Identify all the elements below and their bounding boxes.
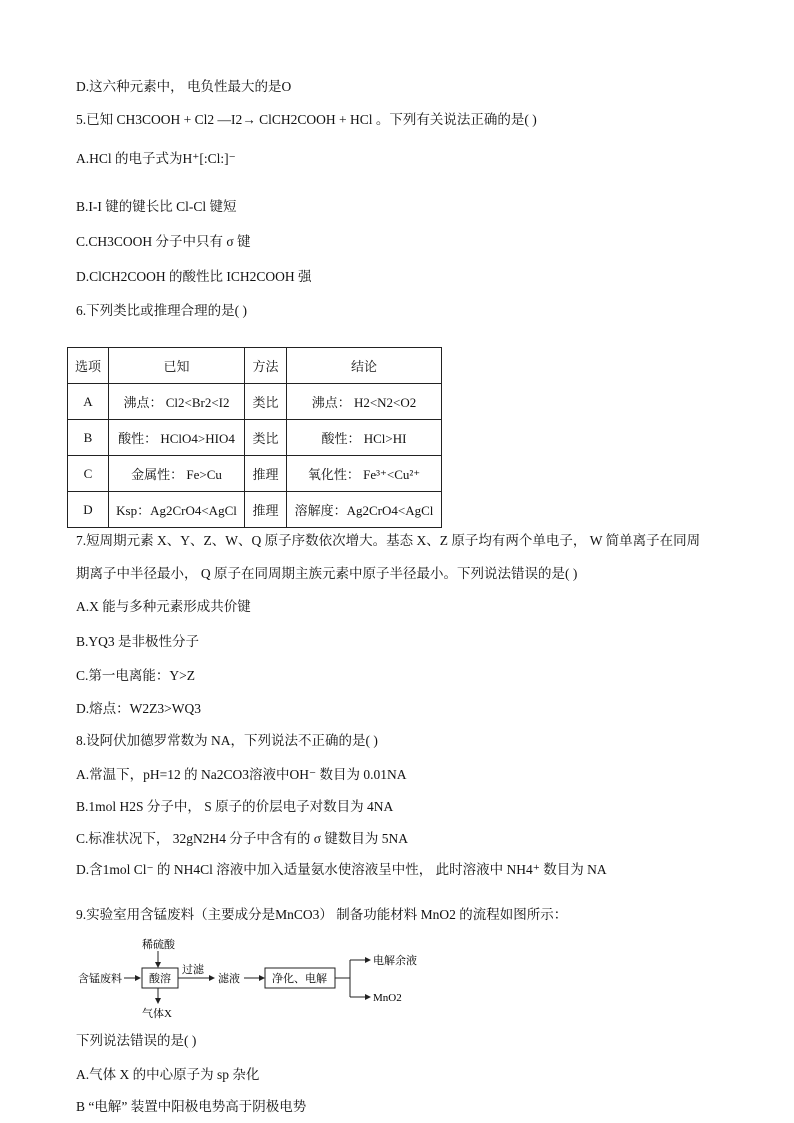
flow-out2: MnO2	[373, 992, 402, 1004]
table-cell: 酸性： HClO4>HIO4	[109, 420, 245, 456]
flow-step2: 净化、电解	[272, 973, 327, 985]
table-cell: A	[68, 384, 109, 420]
q8-option-d: D.含1mol Cl⁻ 的 NH4Cl 溶液中加入适量氨水使溶液呈中性， 此时溶液中 NH4⁺ 数目为 NA	[76, 862, 607, 877]
q7-option-c: C.第一电离能：Y>Z	[76, 668, 195, 683]
table-header: 方法	[245, 348, 287, 384]
question-7-line2: 期离子中半径最小， Q 原子在同周期主族元素中原子半径最小。下列说法错误的是( )	[76, 566, 578, 581]
table-cell: 酸性： HCl>HI	[287, 420, 442, 456]
q7-option-d: D.熔点：W2Z3>WQ3	[76, 701, 201, 716]
q7-option-b: B.YQ3 是非极性分子	[76, 634, 200, 649]
q8-option-b: B.1mol H2S 分子中， S 原子的价层电子对数目为 4NA	[76, 799, 394, 814]
q9-option-b: B “电解” 装置中阳极电势高于阴极电势	[76, 1099, 307, 1114]
flow-step1: 酸溶	[149, 973, 171, 985]
q5-option-c: C.CH3COOH 分子中只有 σ 键	[76, 234, 251, 249]
question-7-line1: 7.短周期元素 X、Y、Z、W、Q 原子序数依次增大。基态 X、Z 原子均有两个单电子， W 简单离子在同周	[76, 533, 701, 548]
question-5: 5.已知 CH3COOH + Cl2 —I2→ ClCH2COOH + HCl 。下列有关说法正确的是( )	[76, 112, 537, 127]
table-cell: 氧化性： Fe³⁺<Cu²⁺	[287, 456, 442, 492]
q5-option-b: B.I-I 键的键长比 Cl-Cl 键短	[76, 199, 237, 214]
table-row	[68, 456, 442, 492]
table-header: 结论	[287, 348, 442, 384]
q5-option-a: A.HCl 的电子式为H⁺[:Cl:]⁻	[76, 151, 236, 166]
table-cell: C	[68, 456, 109, 492]
table-cell: 溶解度：Ag2CrO4<AgCl	[287, 492, 442, 528]
table-row	[68, 492, 442, 528]
table-row	[68, 420, 442, 456]
flow-filtrate: 滤液	[218, 973, 240, 985]
q7-option-a: A.X 能与多种元素形成共价键	[76, 599, 251, 614]
table-cell: 沸点： H2<N2<O2	[287, 384, 442, 420]
table-cell: B	[68, 420, 109, 456]
table-cell: 类比	[245, 384, 287, 420]
q9-option-a: A.气体 X 的中心原子为 sp 杂化	[76, 1067, 260, 1082]
flow-gas: 气体X	[142, 1008, 172, 1020]
table-cell: Ksp：Ag2CrO4<AgCl	[109, 492, 245, 528]
table-cell: D	[68, 492, 109, 528]
table-cell: 推理	[245, 456, 287, 492]
flow-filter: 过滤	[182, 964, 204, 976]
option-d-prev: D.这六种元素中， 电负性最大的是O	[76, 79, 292, 94]
q5-option-d: D.ClCH2COOH 的酸性比 ICH2COOH 强	[76, 269, 312, 284]
table-cell: 类比	[245, 420, 287, 456]
q8-option-a: A.常温下，pH=12 的 Na2CO3溶液中OH⁻ 数目为 0.01NA	[76, 767, 407, 782]
table-header-row	[68, 348, 442, 384]
table-cell: 推理	[245, 492, 287, 528]
comparison-table	[67, 347, 442, 528]
process-flow-diagram	[78, 935, 438, 1027]
q8-option-c: C.标准状况下， 32gN2H4 分子中含有的 σ 键数目为 5NA	[76, 831, 409, 846]
question-9: 9.实验室用含锰废料（主要成分是MnCO3） 制备功能材料 MnO2 的流程如图所示：	[76, 907, 568, 922]
table-header: 已知	[109, 348, 245, 384]
flow-reagent: 稀硫酸	[142, 939, 175, 951]
flow-out1: 电解余液	[373, 955, 417, 967]
q9-stem: 下列说法错误的是( )	[76, 1033, 197, 1048]
table-header: 选项	[68, 348, 109, 384]
table-cell: 金属性： Fe>Cu	[109, 456, 245, 492]
flow-input: 含锰废料	[78, 973, 122, 985]
question-8: 8.设阿伏加德罗常数为 NA，下列说法不正确的是( )	[76, 733, 378, 748]
question-6: 6.下列类比或推理合理的是( )	[76, 303, 247, 318]
table-row	[68, 384, 442, 420]
table-cell: 沸点： Cl2<Br2<I2	[109, 384, 245, 420]
